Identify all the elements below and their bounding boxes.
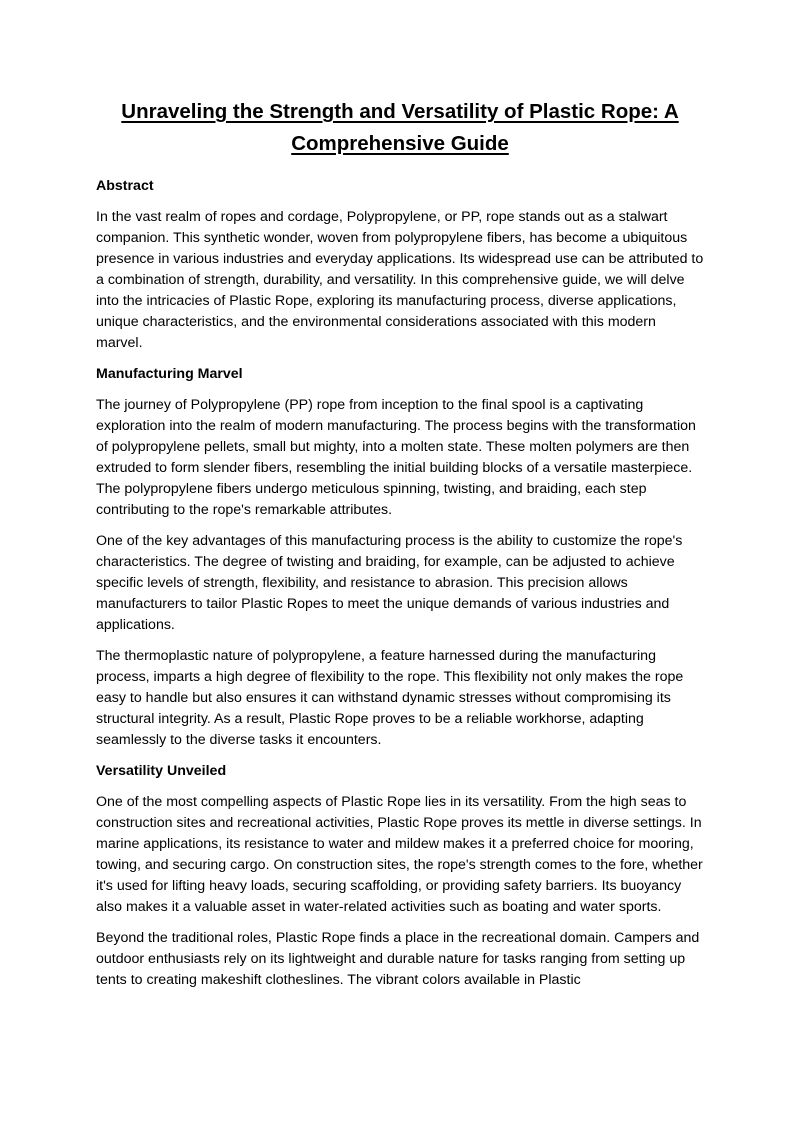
section-abstract	[96, 176, 704, 354]
section-heading: Abstract	[96, 178, 154, 194]
document-title: Unraveling the Strength and Versatility of Plastic Rope: A Comprehensive Guide	[121, 100, 679, 155]
paragraph: The thermoplastic nature of polypropylene, a feature harnessed during the manufacturing process, imparts a high degree of flexibility to the rope. This flexibility not only makes the rope easy to handle but also ensures it can withstand dynamic stresses without compromising its structural integrity. As a result, Plastic Rope proves to be a reliable workhorse, adapting seamlessly to the diverse tasks it encounters.	[96, 648, 684, 748]
paragraph: The journey of Polypropylene (PP) rope from inception to the final spool is a captivating exploration into the realm of modern manufacturing. The process begins with the transformation of polypropylene pellets, small but mighty, into a molten state. These molten polymers are then extruded to form slender fibers, resembling the initial building blocks of a versatile masterpiece. The polypropylene fibers undergo meticulous spinning, twisting, and braiding, each step contributing to the rope's remarkable attributes.	[96, 397, 696, 518]
document-page	[96, 96, 704, 1001]
paragraph: One of the key advantages of this manufacturing process is the ability to customize the rope's characteristics. The degree of twisting and braiding, for example, can be adjusted to achieve specific levels of strength, flexibility, and resistance to abrasion. This precision allows manufacturers to tailor Plastic Ropes to meet the unique demands of various industries and applications.	[96, 533, 683, 633]
section-versatility-unveiled	[96, 761, 704, 991]
paragraph: One of the most compelling aspects of Plastic Rope lies in its versatility. From the high seas to construction sites and recreational activities, Plastic Rope proves its mettle in diverse settings. In marine applications, its resistance to water and mildew makes it a preferred choice for mooring, towing, and securing cargo. On construction sites, the rope's strength comes to the fore, whether it's used for lifting heavy loads, securing scaffolding, or providing safety barriers. Its buoyancy also makes it a valuable asset in water-related activities such as boating and water sports.	[96, 794, 703, 915]
paragraph: In the vast realm of ropes and cordage, Polypropylene, or PP, rope stands out as a stalwart companion. This synthetic wonder, woven from polypropylene fibers, has become a ubiquitous presence in various industries and everyday applications. Its widespread use can be attributed to a combination of strength, durability, and versatility. In this comprehensive guide, we will delve into the intricacies of Plastic Rope, exploring its manufacturing process, diverse applications, unique characteristics, and the environmental considerations associated with this modern marvel.	[96, 209, 704, 351]
section-heading: Manufacturing Marvel	[96, 366, 243, 382]
section-manufacturing-marvel	[96, 364, 704, 751]
paragraph: Beyond the traditional roles, Plastic Rope finds a place in the recreational domain. Campers and outdoor enthusiasts rely on its lightweight and durable nature for tasks ranging from setting up tents to creating makeshift clotheslines. The vibrant colors available in Plastic	[96, 930, 700, 988]
section-heading: Versatility Unveiled	[96, 763, 227, 779]
